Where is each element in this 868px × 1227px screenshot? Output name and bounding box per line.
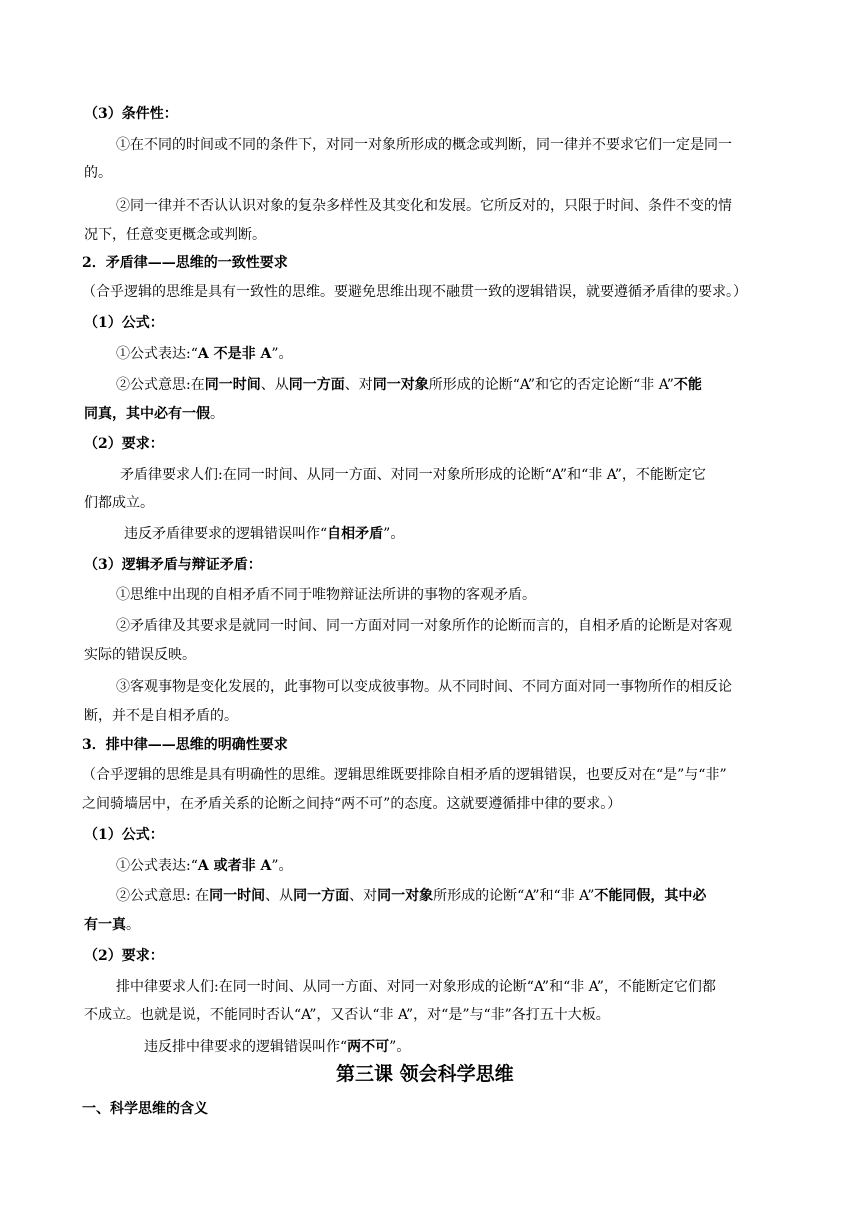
paragraph-line [116,616,732,636]
paragraph-line [116,856,293,876]
paragraph-line [82,765,727,785]
text-run: 违反排中律要求的逻辑错误叫作“ [144,1039,348,1055]
bold-text-run: 一、科学思维的含义 [82,1101,208,1117]
text-run: ”。 [383,526,405,542]
paragraph-line [82,794,621,814]
text-run: 、从 [265,888,294,904]
text-run: ”。 [271,858,293,874]
paragraph-line [116,585,536,605]
bold-text-run: 同一对象 [372,377,429,393]
bold-text-run: 同一方面 [293,888,350,904]
paragraph-line [84,706,238,726]
bold-text-run: 同一方面 [288,377,345,393]
section-heading-scientific-thinking [82,1099,208,1119]
paragraph-line [120,465,706,485]
subheading-logic-vs-dialectic [84,555,262,575]
paragraph-line [116,977,716,997]
bold-text-run: 不能 [673,377,702,393]
text-run: ①公式表达:“ [116,346,198,362]
bold-text-run: 第三课 领会科学思维 [336,1063,514,1085]
subheading-requirement [84,946,164,966]
text-run: 、对 [349,888,378,904]
lesson-title [336,1061,514,1087]
subheading-formula [84,825,164,845]
paragraph-line [84,1005,610,1025]
bold-text-run: 同一时间 [209,888,266,904]
text-run: 况下，任意变更概念或判断。 [84,227,266,243]
bold-text-run: 2．矛盾律——思维的一致性要求 [82,255,288,271]
bold-text-run: （1）公式： [84,827,164,843]
section-heading-excluded-middle [82,735,288,755]
bold-text-run: 同一时间 [204,377,261,393]
text-run: ①思维中出现的自相矛盾不同于唯物辩证法所讲的事物的客观矛盾。 [116,587,536,603]
bold-text-run: A 或者非 A [197,858,272,874]
text-run: （合乎逻辑的思维是具有一致性的思维。要避免思维出现不融贯一致的逻辑错误，就要遵循矛盾律的要求。） [82,284,747,300]
bold-text-run: 3．排中律——思维的明确性要求 [82,737,288,753]
text-run: 们都成立。 [84,495,154,511]
paragraph-line [84,404,224,424]
paragraph-line [116,677,732,697]
text-run: 。 [210,406,224,422]
text-run: ②同一律并不否认认识对象的复杂多样性及其变化和发展。它所反对的，只限于时间、条件不变的情 [116,198,732,214]
text-run: （合乎逻辑的思维是具有明确性的思维。逻辑思维既要排除自相矛盾的逻辑错误，也要反对在“是”与“非” [82,767,727,783]
bold-text-run: （3）逻辑矛盾与辩证矛盾： [84,557,262,573]
paragraph-line [116,135,732,155]
text-run: ②公式意思: 在 [116,888,210,904]
text-run: 、从 [260,377,289,393]
text-run: 所形成的论断“A”和它的否定论断“非 A” [428,377,674,393]
paragraph-line [116,886,706,906]
paragraph-line [116,375,702,395]
text-run: ①公式表达:“ [116,858,198,874]
bold-text-run: （1）公式： [84,315,164,331]
bold-text-run: 两不可 [347,1039,390,1055]
text-run: ”。 [271,346,293,362]
paragraph-line [84,163,112,183]
bold-text-run: A 不是非 A [197,346,272,362]
bold-text-run: 不能同假，其中必 [594,888,707,904]
paragraph-line [144,1037,410,1057]
paragraph-line [116,196,732,216]
bold-text-run: 自相矛盾 [327,526,384,542]
text-run: 违反矛盾律要求的逻辑错误叫作“ [124,526,328,542]
paragraph-line [84,493,154,513]
text-run: 实际的错误反映。 [84,647,196,663]
text-run: 断，并不是自相矛盾的。 [84,708,238,724]
section-heading-contradiction-law [82,253,288,273]
paragraph-line [84,915,140,935]
subheading-requirement [84,434,164,454]
text-run: 不成立。也就是说，不能同时否认“A”，又否认“非 A”，对“是”与“非”各打五十大板。 [84,1007,610,1023]
text-run: ②矛盾律及其要求是就同一时间、同一方面对同一对象所作的论断而言的，自相矛盾的论断是对客观 [116,618,732,634]
subheading-formula [84,313,164,333]
text-run: ①在不同的时间或不同的条件下，对同一对象所形成的概念或判断，同一律并不要求它们一定是同一 [116,137,732,153]
text-run: 所形成的论断“A”和“非 A” [433,888,595,904]
paragraph-line [84,645,196,665]
text-run: 的。 [84,165,112,181]
bold-text-run: （3）条件性： [84,106,178,122]
text-run: 之间骑墙居中，在矛盾关系的论断之间持“两不可”的态度。这就要遵循排中律的要求。） [82,796,622,812]
bold-text-run: （2）要求： [84,436,164,452]
bold-text-run: 同一对象 [377,888,434,904]
heading-3-conditionality [84,104,178,124]
text-run: 、对 [344,377,373,393]
bold-text-run: 同真，其中必有一假 [84,406,210,422]
text-run: 排中律要求人们:在同一时间、从同一方面、对同一对象形成的论断“A”和“非 A”，不能断定它们都 [116,979,716,995]
text-run: ”。 [389,1039,411,1055]
text-run: 矛盾律要求人们:在同一时间、从同一方面、对同一对象所形成的论断“A”和“非 A”，不能断定它 [120,467,706,483]
text-run: ②公式意思:在 [116,377,205,393]
paragraph-line [116,344,293,364]
text-run: ③客观事物是变化发展的，此事物可以变成彼事物。从不同时间、不同方面对同一事物所作的相反论 [116,679,732,695]
paragraph-line [82,282,747,302]
bold-text-run: （2）要求： [84,948,164,964]
text-run: 。 [126,917,140,933]
paragraph-line [84,225,266,245]
paragraph-line [124,524,404,544]
bold-text-run: 有一真 [84,917,126,933]
